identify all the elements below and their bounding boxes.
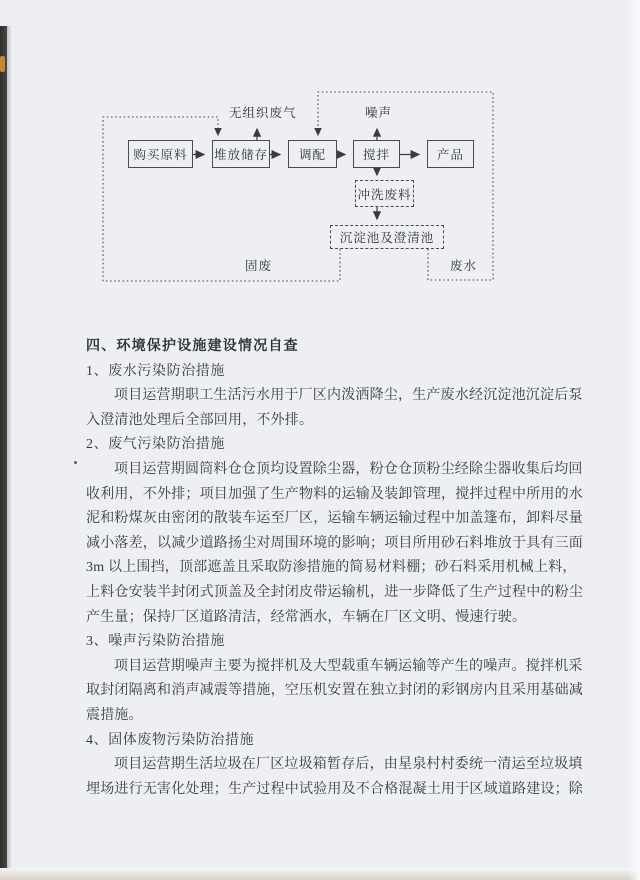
- heading-wastewater-measures: 1、废水污染防治措施: [86, 363, 225, 379]
- flow-box-mixing: 搅拌: [353, 140, 400, 168]
- paragraph-line: 项目运营期生活垃圾在厂区垃圾箱暂存后，由星泉村村委统一清运至垃圾填: [114, 757, 583, 773]
- heading-waste-gas-measures: 2、废气污染防治措施: [86, 437, 225, 453]
- heading-solid-waste-measures: 4、固体废物污染防治措施: [86, 732, 255, 748]
- flow-label-fugitive-gas: 无组织废气: [229, 106, 297, 120]
- paragraph-line: 埋场进行无害化处理；生产过程中试验用及不合格混凝土用于区域道路建设；除: [86, 781, 583, 797]
- flow-box-sedimentation-clarification-pond: 沉淀池及澄清池: [330, 225, 444, 249]
- section-title: 四、环境保护设施建设情况自查: [86, 339, 299, 354]
- paragraph-line: 项目运营期圆筒料仓仓顶均设置除尘器，粉仓仓顶粉尘经除尘器收集后均回: [114, 461, 583, 477]
- paragraph-line: 上料仓安装半封闭式顶盖及全封闭皮带运输机，进一步降低了生产过程中的粉尘: [86, 584, 583, 600]
- process-flow-diagram: [0, 0, 640, 310]
- paragraph-line: 产生量；保持厂区道路清洁，经常洒水，车辆在厂区文明、慢速行驶。: [86, 609, 527, 625]
- flow-box-stockpile-storage: 堆放储存: [212, 140, 270, 168]
- flow-label-noise: 噪声: [365, 106, 393, 120]
- flow-box-blending: 调配: [288, 140, 337, 168]
- flow-box-purchase-raw-materials: 购买原料: [128, 140, 193, 168]
- paragraph-line: 入澄清池处理后全部回用，不外排。: [86, 412, 314, 428]
- paragraph-line: 项目运营期噪声主要为搅拌机及大型载重车辆运输等产生的噪声。搅拌机采: [114, 658, 583, 674]
- heading-noise-measures: 3、噪声污染防治措施: [86, 634, 225, 650]
- flow-box-product: 产品: [427, 140, 474, 168]
- document-body: [86, 335, 583, 802]
- paragraph-line: 泥和粉煤灰由密闭的散装车运至厂区，运输车辆运输过程中加盖篷布，卸料尽量: [86, 511, 583, 527]
- flow-label-wastewater: 废水: [450, 259, 478, 273]
- paragraph-line: 震措施。: [86, 707, 143, 723]
- paragraph-line: 3m 以上围挡，顶部遮盖且采取防渗措施的简易材料棚；砂石料采用机械上料，: [86, 560, 577, 576]
- paragraph-line: 减小落差，以减少道路扬尘对周围环境的影响；项目所用砂石料堆放于具有三面: [86, 535, 583, 551]
- paragraph-line: 取封闭隔离和消声减震等措施，空压机安置在独立封闭的彩钢房内且采用基础减: [86, 683, 583, 699]
- flow-label-solid-waste: 固废: [245, 259, 273, 273]
- flow-box-rinse-waste: 冲洗废料: [355, 180, 414, 207]
- paragraph-line: 项目运营期职工生活污水用于厂区内泼洒降尘，生产废水经沉淀池沉淀后泵: [114, 388, 583, 404]
- scan-dot-artifact: [74, 461, 77, 464]
- scan-edge-bottom: [0, 868, 640, 880]
- paragraph-line: 收利用，不外排；项目加强了生产物料的运输及装卸管理，搅拌过程中所用的水: [86, 486, 583, 502]
